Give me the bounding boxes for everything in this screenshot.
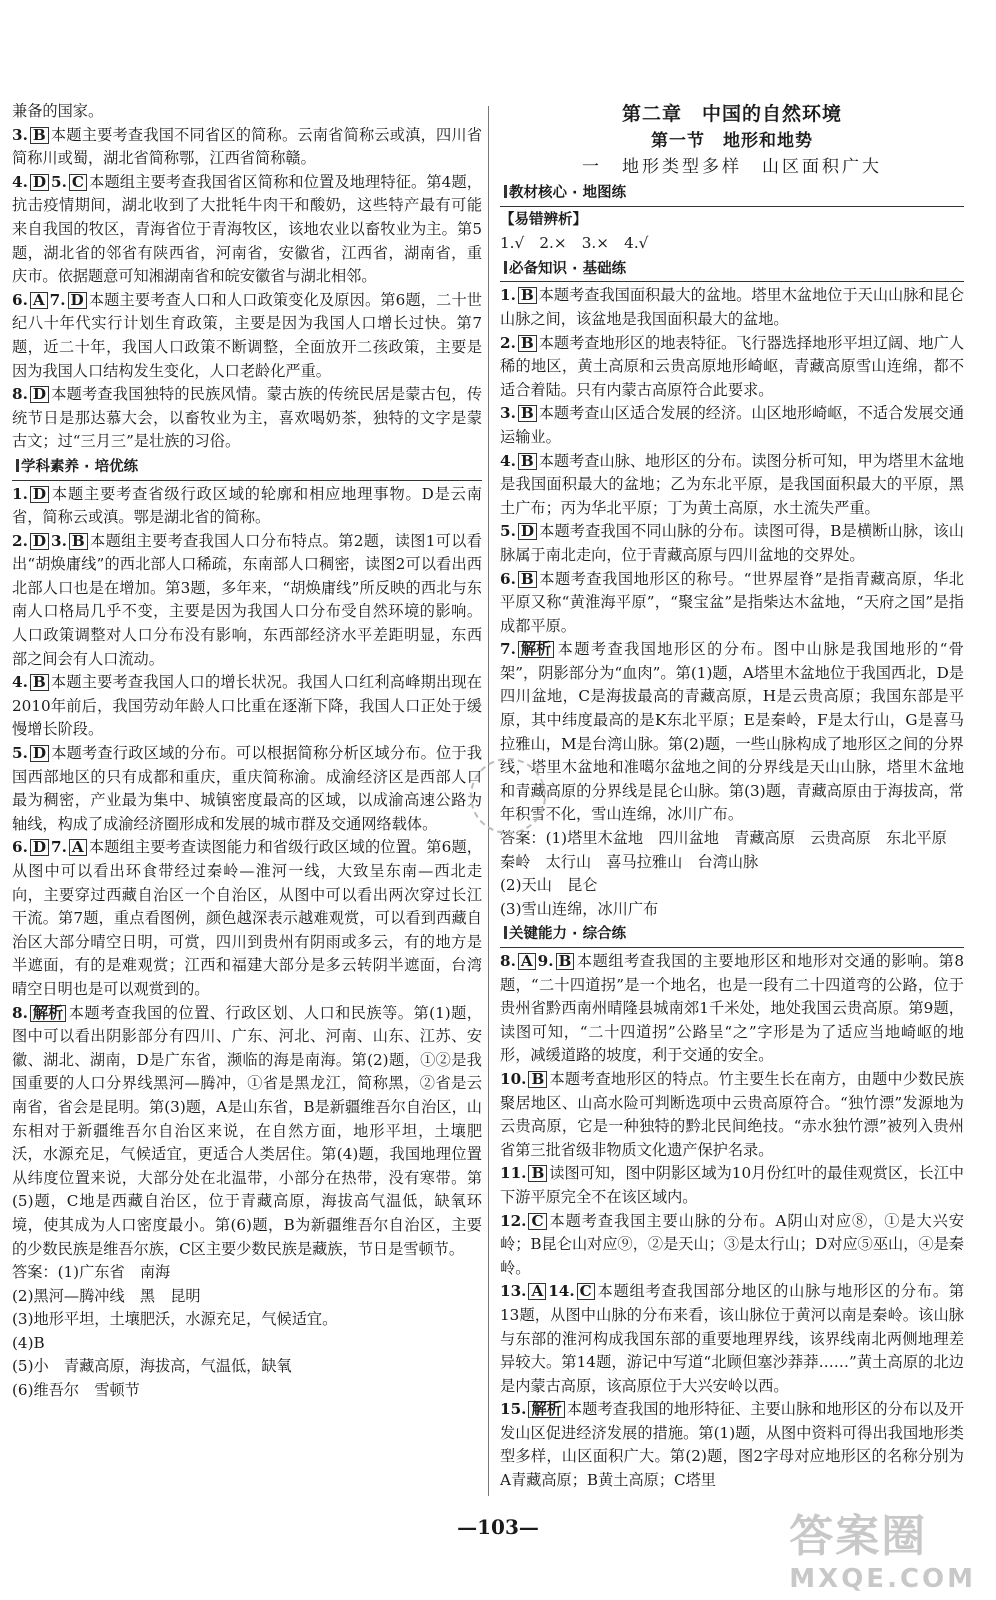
item-number: 3. <box>51 531 67 550</box>
answer-choice-box: B <box>30 127 49 144</box>
item-number: 8. <box>500 952 516 970</box>
left-column <box>12 100 482 1403</box>
item-number: 13. <box>500 1282 527 1301</box>
answer-choice-box: B <box>518 287 537 304</box>
site-watermark <box>789 1500 976 1594</box>
answer-item <box>500 284 964 331</box>
answer-item <box>12 671 482 742</box>
answer-item <box>12 171 482 289</box>
explanation-text: 读图可知，图中阴影区域为10月份红叶的最佳观赏区，长江中下游平原完全不在该区域内。 <box>500 1164 964 1206</box>
item-number: 9. <box>537 952 554 970</box>
explanation-text: 本题考查山脉、地形区的分布。读图分析可知，甲为塔里木盆地是我国面积最大的盆地；乙为东北平原，是我国面积最大的平原，黑土广布；丙为华北平原；丁为黄土高原，水土流失严重。 <box>500 451 964 517</box>
explanation-text: 本题考查我国主要山脉的分布。A阴山对应⑧，①是大兴安岭；B昆仑山对应⑨，②是天山；③是太行山；D对应⑤巫山，④是秦岭。 <box>500 1211 964 1277</box>
answer-item <box>500 950 964 1068</box>
answer-choice-box: B <box>528 1165 547 1182</box>
answer-item <box>12 383 482 454</box>
item-number: 4. <box>12 673 28 692</box>
right-column <box>500 100 964 1493</box>
answer-item <box>500 332 964 403</box>
watermark-logo-text: 答案圈 <box>789 1511 928 1562</box>
item-number: 8. <box>12 385 28 404</box>
explanation-text: 本题组主要考查我国省区简称和位置及地理特征。第4题，抗击疫情期间，湖北收到了大批牦牛肉干和酸奶，这些特产最有可能来自我国的牧区，青海省位于青海牧区，该地农业以畜牧业为主。第5题，湖北省的邻省有陕西省，河南省，安徽省，江西省，湖南省，重庆市。依据题意可知湘湖南省和皖安徽省与湖北相邻。 <box>12 172 482 286</box>
explanation-text: 本题考查我国面积最大的盆地。塔里木盆地位于天山山脉和昆仑山脉之间，该盆地是我国面积最大的盆地。 <box>500 286 964 328</box>
answer-item <box>500 520 964 567</box>
section-header: 关键能力 · 综合练 <box>500 923 964 948</box>
chapter-title: 第二章 中国的自然环境 <box>621 103 842 125</box>
answer-line: (6)维吾尔 雪顿节 <box>12 1381 140 1400</box>
answer-line: 答案：(1)广东省 南海 <box>12 1263 171 1282</box>
answer-choice-box: A <box>528 1283 546 1300</box>
answer-item <box>12 1002 482 1262</box>
answer-choice-box: D <box>518 523 537 540</box>
section-header: 学科素养 · 培优练 <box>12 456 482 481</box>
answer-item <box>12 836 482 1001</box>
explanation-text: 本题主要考查人口和人口政策变化及原因。第6题，二十世纪八十年代实行计划生育政策，主要是因为我国人口增长过快。第7题，近二十年，我国人口政策不断调整，全面放开二孩政策，主要是因为我国人口结构发生变化，人口老龄化严重。 <box>12 290 482 380</box>
section-header: 必备知识 · 基础练 <box>500 258 964 283</box>
item-number: 14. <box>548 1282 575 1301</box>
answer-choice-box: A <box>30 292 48 309</box>
answer-choice-box: B <box>518 405 537 422</box>
explanation-text: 本题组考查我国部分地区的山脉与地形区的分布。第13题，从图中山脉的分布来看，该山脉位于黄河以南是秦岭。该山脉与东部的淮河构成我国东部的重要地理界线，该界线南北两侧地理差异较大。第14题，游记中写道“北顾但塞沙莽莽……”黄土高原的北边是内蒙古高原，该高原位于大兴安岭以西。 <box>500 1282 964 1395</box>
answer-item <box>500 402 964 449</box>
item-number: 7. <box>49 290 66 309</box>
answer-line: (4)B <box>12 1333 45 1352</box>
answer-choice-box: D <box>30 386 49 403</box>
explanation-text: 兼备的国家。 <box>12 102 104 120</box>
lesson-subtitle: 一 地形类型多样 山区面积广大 <box>582 157 882 177</box>
subsection-header: 【易错辨析】 <box>500 211 587 228</box>
explanation-text: 本题考查地形区的特点。竹主要生长在南方，由题中少数民族聚居地区、山高水险可判断选项中云贵高原符合。“独竹漂”发源地为云贵高原，它是一种独特的黔北民间绝技。“赤水独竹漂”被列入贵州省第三批省级非物质文化遗产保护名录。 <box>500 1069 964 1159</box>
right-column-body <box>500 182 964 1493</box>
answer-choice-box: D <box>30 486 49 503</box>
explanation-text: 本题考查地形区的地表特征。飞行器选择地形平坦辽阔、地广人稀的地区，黄土高原和云贵高原地形崎岖，青藏高原雪山连绵，都不适合着陆。只有内蒙古高原符合此要求。 <box>500 333 964 399</box>
answer-choice-box: D <box>30 745 49 762</box>
explanation-text: 本题组主要考查我国人口分布特点。第2题，读图1可以看出“胡焕庸线”的西北部人口稀疏，东南部人口稠密，读图2可以看出西北部人口也是在增加。第3题，多年来，“胡焕庸线”所反映的西北与东南人口格局几乎不变，主要是因为我国人口分布受自然环境的影响。人口政策调整对人口分布没有影响，东西部经济水平差距明显，东西部之间会有人口流动。 <box>12 531 482 668</box>
answer-line: (3)地形平坦，土壤肥沃，水源充足，气候适宜。 <box>12 1310 338 1329</box>
item-number: 11. <box>500 1164 527 1183</box>
item-number: 7. <box>500 640 516 659</box>
answer-choice-box: B <box>518 453 537 470</box>
answer-choice-box: D <box>68 292 87 309</box>
item-number: 1. <box>500 286 516 305</box>
item-number: 6. <box>12 290 28 309</box>
item-number: 12. <box>500 1211 527 1230</box>
answer-item <box>500 1280 964 1398</box>
explanation-text: 本题考查我国地形区的分布。图中山脉是我国地形的“骨架”，阴影部分为“血肉”。第(1)题，A塔里木盆地位于我国西北，D是四川盆地，C是海拔最高的青藏高原，H是云贵高原；我国东部是平原，其中纬度最高的是K东北平原；E是秦岭，F是太行山，G是喜马拉雅山，M是台湾山脉。第(2)题，一些山脉构成了地形区之间的分界线，塔里木盆地和准噶尔盆地之间的分界线是天山山脉，塔里木盆地和青藏高原的分界线是昆仑山脉。第(3)题，青藏高原由于海拔高，常年积雪不化，雪山连绵，冰川广布。 <box>500 640 964 824</box>
explanation-text: 本题主要考查我国不同省区的简称。云南省简称云或滇，四川省简称川或蜀，湖北省简称鄂，江西省简称赣。 <box>12 125 482 168</box>
item-number: 5. <box>51 172 67 191</box>
item-number: 7. <box>51 838 67 857</box>
answer-choice-box: 解析 <box>528 1401 564 1418</box>
item-number: 3. <box>12 125 28 144</box>
explanation-text: 本题组主要考查读图能力和省级行政区域的位置。第6题，从图中可以看出环食带经过秦岭—淮河一线，大致呈东南—西北走向，主要穿过西藏自治区一个自治区，从图中可以看出两次穿过长江干流。第7题，重点看图例，颜色越深表示越难观赏，可以看到西藏自治区大部分晴空日明，可赏，四川到贵州有阴雨或多云，有的地方是半遮面，有的是难观赏；江西和福建大部分是多云转阴半遮面，台湾晴空日明也是可以观赏到的。 <box>12 838 482 998</box>
item-number: 10. <box>500 1069 527 1088</box>
answer-line: (3)雪山连绵，冰川广布 <box>500 899 659 918</box>
answer-choice-box: B <box>518 571 537 588</box>
answer-line: (5)小 青藏高原，海拔高，气温低，缺氧 <box>12 1357 292 1376</box>
answer-item <box>12 530 482 672</box>
item-number: 2. <box>12 531 28 550</box>
answer-line: (2)天山 昆仑 <box>500 876 598 895</box>
item-number: 8. <box>12 1003 28 1022</box>
answer-choice-box: B <box>69 533 88 550</box>
answer-item <box>500 1068 964 1162</box>
answer-choice-box: B <box>556 953 575 970</box>
section-header: 教材核心 · 地图练 <box>500 182 964 207</box>
explanation-text: 本题考查行政区域的分布。可以根据简称分析区域分布。位于我国西部地区的只有成都和重庆，重庆简称渝。成渝经济区是西部人口最为稠密，产业最为集中、城镇密度最高的区域，以成渝高速公路为轴线，构成了成渝经济圈形成和发展的城市群及交通网络载体。 <box>12 744 482 833</box>
item-number: 5. <box>12 744 28 763</box>
answer-line: 1.√ 2.× 3.× 4.√ <box>500 234 649 253</box>
item-number: 2. <box>500 333 516 352</box>
answer-choice-box: 解析 <box>30 1005 66 1022</box>
page-number: —103— <box>457 1515 539 1539</box>
answer-choice-box: C <box>577 1283 595 1300</box>
answer-choice-box: D <box>30 174 49 191</box>
answer-choice-box: B <box>30 674 49 691</box>
answer-choice-box: D <box>30 839 49 856</box>
explanation-text: 本题考查我国独特的民族风情。蒙古族的传统民居是蒙古包，传统节日是那达慕大会，以畜牧业为主，喜欢喝奶茶，独特的文字是蒙古文；过“三月三”是壮族的习俗。 <box>12 385 482 451</box>
explanation-text: 本题主要考查我国人口的增长状况。我国人口红利高峰期出现在2010年前后，我国劳动年龄人口比重在逐渐下降，我国人口正处于缓慢增长阶段。 <box>12 673 482 739</box>
section-title: 第一节 地形和地势 <box>651 131 813 151</box>
answer-choice-box: A <box>69 839 87 856</box>
answer-item <box>12 483 482 530</box>
answer-choice-box: A <box>518 953 536 970</box>
answer-choice-box: C <box>69 174 87 191</box>
answer-item <box>12 124 482 171</box>
item-number: 6. <box>12 838 28 857</box>
item-number: 4. <box>12 172 28 191</box>
explanation-text: 本题组考查我国的主要地形区和地形对交通的影响。第8题，“二十四道拐”是一个地名，也是一段有二十四道弯的公路，位于贵州省黔西南州晴隆县城南郊1千米处，地处我国云贵高原。第9题，读图可知，“二十四道拐”公路呈“之”字形是为了适应当地崎岖的地形，减缓道路的坡度，利于交通的安全。 <box>500 952 964 1065</box>
item-number: 6. <box>500 569 516 588</box>
watermark-url: MXQE.COM <box>789 1564 976 1594</box>
answer-choice-box: B <box>528 1071 547 1088</box>
answer-choice-box: 解析 <box>518 641 554 658</box>
answer-item <box>500 638 964 827</box>
answer-item <box>12 289 482 383</box>
item-number: 1. <box>12 484 28 503</box>
answer-item <box>500 450 964 521</box>
answer-line: (2)黑河—腾冲线 黑 昆明 <box>12 1286 201 1305</box>
explanation-text: 本题考查我国的位置、行政区划、人口和民族等。第(1)题，图中可以看出阴影部分有四川、广东、河北、河南、山东、江苏、安徽、湖北、湖南，D是广东省，濒临的海是南海。第(2)题，①②是我国重要的人口分界线黑河—腾冲，①省是黑龙江，简称黑，②省是云南省，省会是昆明。第(3)题，A是山东省，B是新疆维吾尔自治区，山东相对于新疆维吾尔自治区来说，在自然方面，地形平坦，土壤肥沃，水源充足，气候适宜，更适合人类居住。第(4)题，我国地理位置从纬度位置来说，大部分处在北温带，小部分在热带，没有寒带。第(5)题，C地是西藏自治区，位于青藏高原，海拔高气温低，缺氧环境，使其成为人口密度最小。第(6)题，B为新疆维吾尔自治区，主要的少数民族是维吾尔族，C区主要少数民族是藏族，节日是雪顿节。 <box>12 1003 482 1258</box>
item-number: 5. <box>500 522 516 541</box>
answer-item <box>500 568 964 639</box>
explanation-text: 本题考查我国地形区的称号。“世界屋脊”是指青藏高原，华北平原又称“黄淮海平原”，“聚宝盆”是指柴达木盆地，“天府之国”是指成都平原。 <box>500 569 964 635</box>
explanation-text: 本题考查我国的地形特征、主要山脉和地形区的分布以及开发山区促进经济发展的措施。第(1)题，从图中资料可得出我国地形类型多样，山区面积广大。第(2)题，图2字母对应地形区的名称分别为A青藏高原；B黄土高原；C塔里 <box>500 1400 964 1490</box>
explanation-text: 本题考查我国不同山脉的分布。读图可得，B是横断山脉，该山脉属于南北走向，位于青藏高原与四川盆地的交界处。 <box>500 522 964 564</box>
item-number: 3. <box>500 404 516 423</box>
answer-item <box>500 1162 964 1209</box>
answer-choice-box: B <box>518 335 537 352</box>
explanation-text: 本题主要考查省级行政区域的轮廓和相应地理事物。D是云南省，简称云或滇。鄂是湖北省的简称。 <box>12 484 482 527</box>
item-number: 4. <box>500 451 516 470</box>
seal-stamp <box>470 758 546 834</box>
answer-choice-box: D <box>30 533 49 550</box>
answer-item <box>12 100 482 124</box>
answer-choice-box: C <box>528 1213 546 1230</box>
answer-item <box>500 1210 964 1281</box>
answer-item <box>12 742 482 836</box>
explanation-text: 本题考查山区适合发展的经济。山区地形崎岖，不适合发展交通运输业。 <box>500 404 964 446</box>
answer-line: 答案：(1)塔里木盆地 四川盆地 青藏高原 云贵高原 东北平原 秦岭 太行山 喜马拉雅山 台湾山脉 <box>500 829 962 871</box>
item-number: 15. <box>500 1400 527 1419</box>
answer-item <box>500 1398 964 1492</box>
